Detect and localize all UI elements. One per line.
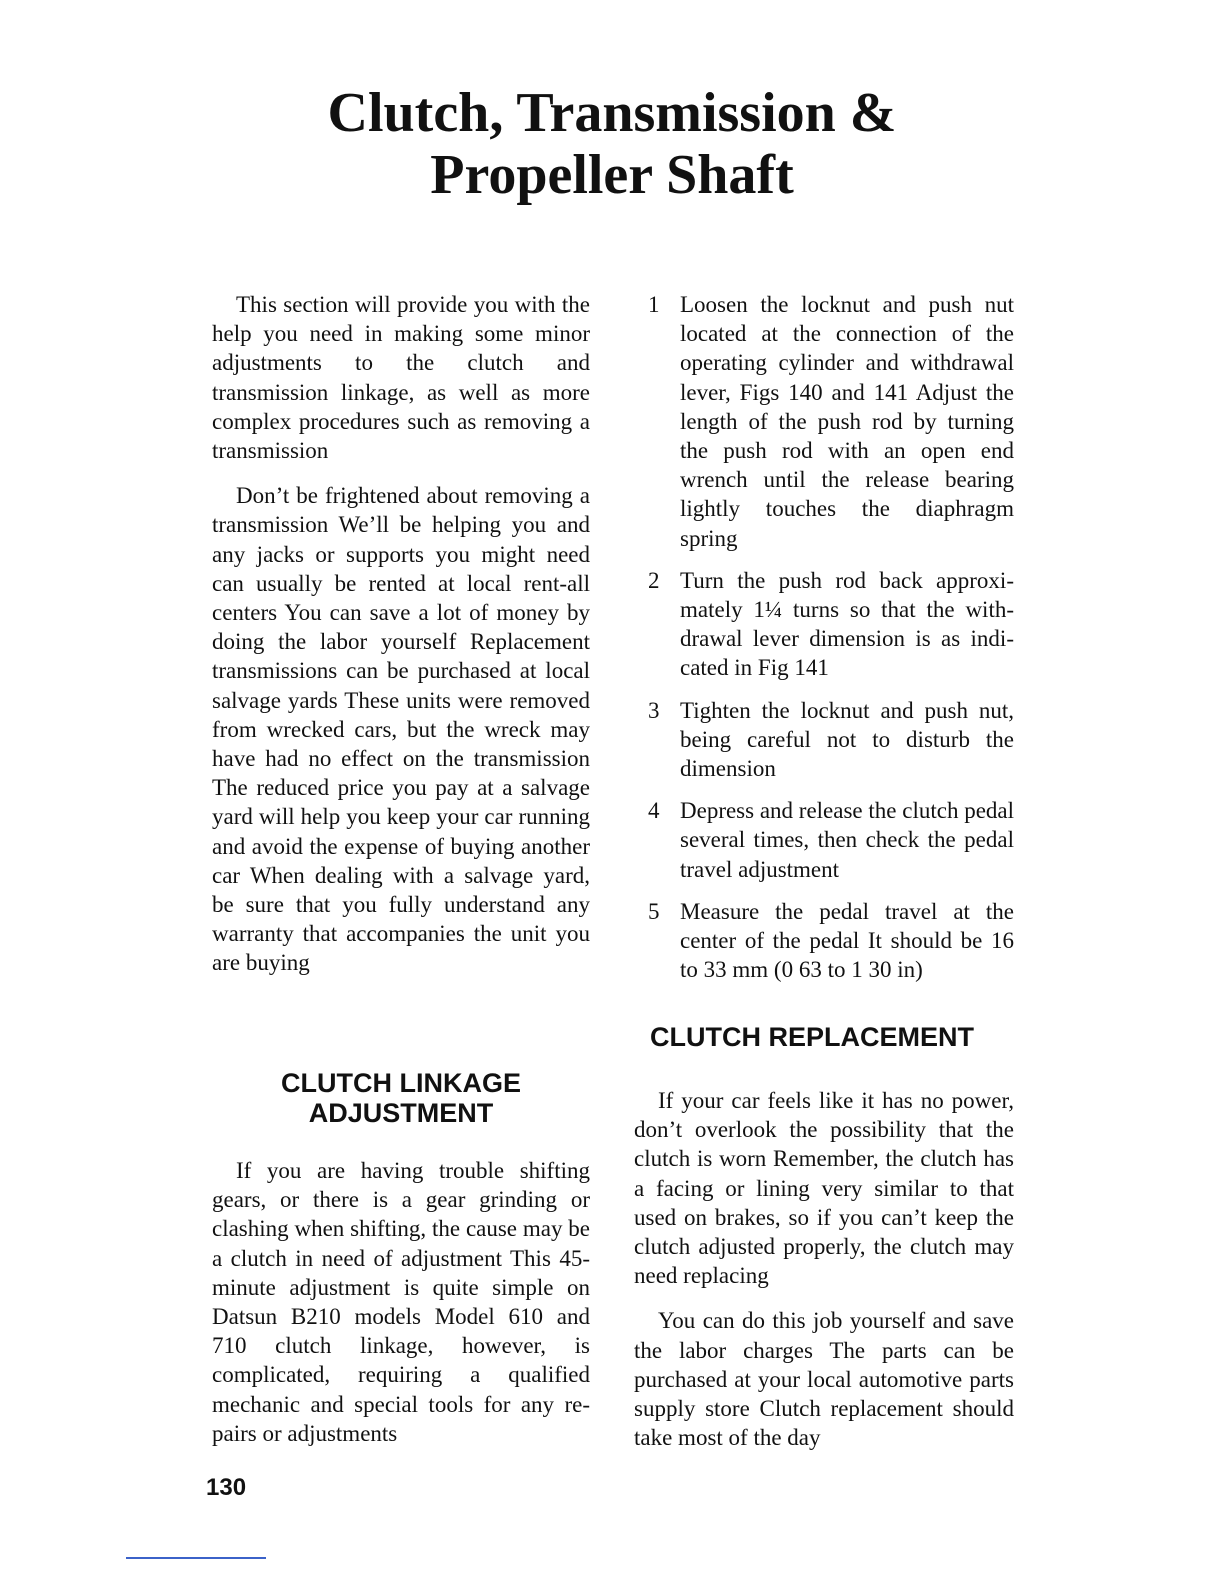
step-item: [634, 897, 1014, 985]
step-text: Tighten the locknut and push nut, being careful not to disturb the dimension: [680, 697, 1014, 782]
page-title-line-1: Clutch, Transmission &: [327, 82, 897, 144]
clutch-replacement-section: [634, 1086, 1014, 1468]
step-number: 5: [648, 898, 660, 924]
page-title-line-2: Propeller Shaft: [430, 144, 794, 206]
footer-rule: [126, 1557, 266, 1559]
step-item: [634, 796, 1014, 884]
step-text: Turn the push rod back approximately 1¼ turns so that the withdrawal lever dimension is as indicated in Fig 141: [680, 567, 1014, 681]
step-text: Measure the pedal travel at the center of the pedal It should be 16 to 33 mm (0 63 to 1 30 in): [680, 898, 1014, 983]
intro-section: [212, 290, 590, 994]
page-number: 130: [206, 1474, 247, 1501]
step-number: 3: [648, 697, 660, 723]
clutch-linkage-heading-line-2: ADJUSTMENT: [308, 1098, 494, 1128]
adjustment-steps: [634, 290, 1014, 997]
step-number: 2: [648, 567, 660, 593]
clutch-replacement-heading: CLUTCH REPLACEMENT: [650, 1022, 974, 1052]
clutch-linkage-section: [212, 1156, 590, 1464]
clutch-replacement-paragraph-2: You can do this job yourself and save the labor charges The parts can be purchased at your local automotive parts supply store Clutch replacement should take most of the day: [634, 1308, 1014, 1451]
step-item: [634, 290, 1014, 553]
page-title: [0, 82, 1224, 206]
step-number: 4: [648, 798, 660, 824]
intro-paragraph-1: This section will provide you with the help you need in making some minor adjustments to the clutch and transmission linkage, as well as more complex procedures such as removing a transmission: [212, 292, 590, 464]
clutch-linkage-heading-line-1: CLUTCH LINKAGE: [281, 1068, 521, 1098]
steps-list: [634, 290, 1014, 984]
step-text: Loosen the locknut and push nut located at the connection of the operating cylinder and withdrawal lever, Figs 140 and 141 Adjust the length of the push rod by turning the push rod with an open end wrench until the release bearing lightly touches the diaphragm spring: [680, 292, 1014, 551]
step-item: [634, 566, 1014, 683]
step-text: Depress and release the clutch pedal several times, then check the pedal travel adjustment: [680, 798, 1014, 882]
clutch-replacement-paragraph-1: If your car feels like it has no power, don’t overlook the possibility that the clutch is worn Remember, the clutch has a facing or lining very similar to that used on brakes, so if you can’t keep the clutch adjusted properly, the clutch may need replacing: [634, 1088, 1014, 1289]
clutch-linkage-heading: [212, 1068, 590, 1128]
step-number: 1: [648, 292, 660, 317]
step-item: [634, 696, 1014, 784]
intro-paragraph-2: Don’t be frightened about removing a transmission We’ll be helping you and any jacks or supports you might need can usually be rented at local rent-all centers You can save a lot of money by doing the labor yourself Replacement transmissions can be purchased at local salvage yards These units were removed from wrecked cars, but the wreck may have had no effect on the transmission The reduced price you pay at a salvage yard will help you keep your car running and avoid the expense of buying another car When dealing with a salvage yard, be sure that you fully understand any warranty that accompanies the unit you are buying: [212, 483, 590, 976]
clutch-linkage-paragraph: If you are having trouble shifting gears, or there is a gear grinding or clashing when shifting, the cause may be a clutch in need of adjustment This 45-minute adjustment is quite simple on Datsun B210 models Model 610 and 710 clutch linkage, however, is complicated, requiring a qualified mechanic and special tools for any repairs or adjustments: [212, 1158, 590, 1446]
